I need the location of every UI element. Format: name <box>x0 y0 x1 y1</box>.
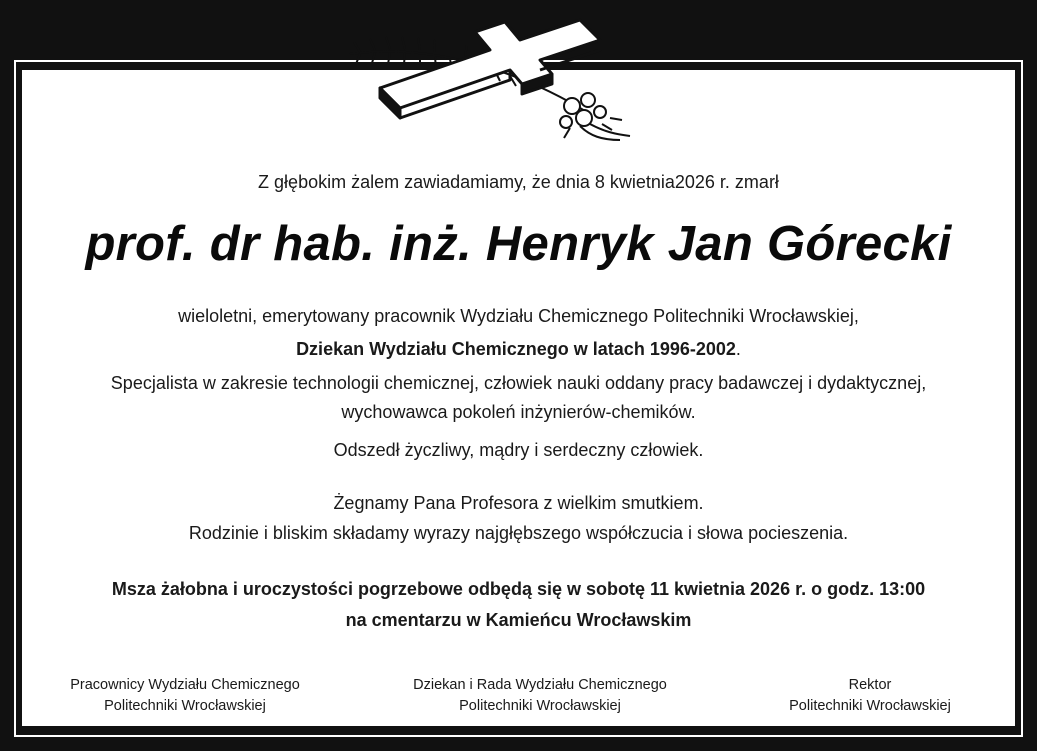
bio-line-2 <box>0 338 1037 360</box>
cross-with-palm-branch-icon <box>340 14 640 144</box>
signature-rector <box>760 675 980 717</box>
farewell-line-2: Rodzinie i bliskim składamy wyrazy najgłębszego współczucia i słowa pocieszenia. <box>188 523 849 543</box>
signature-employees <box>40 675 330 717</box>
bio-line-1: wieloletni, emerytowany pracownik Wydziału Chemicznego Politechniki Wrocławskiej, <box>178 306 859 326</box>
tribute-text: Odszedł życzliwy, mądry i serdeczny człowiek. <box>333 440 704 460</box>
intro-text: Z głębokim żalem zawiadamiamy, że dnia 8 kwietnia2026 r. zmarł <box>258 172 779 192</box>
signature-line-2: Politechniki Wrocławskiej <box>789 698 951 714</box>
dean-role-text: Dziekan Wydziału Chemicznego w latach 1996-2002 <box>296 339 736 359</box>
signature-line-2: Politechniki Wrocławskiej <box>459 698 621 714</box>
deceased-name: prof. dr hab. inż. Henryk Jan Górecki <box>85 217 952 271</box>
signature-line-1: Rektor <box>848 677 892 693</box>
bio-line-4: wychowawca pokoleń inżynierów-chemików. <box>341 402 696 422</box>
funeral-line-1: Msza żałobna i uroczystości pogrzebowe odbędą się w sobotę 11 kwietnia 2026 r. o godz. 13:00 <box>111 579 926 599</box>
signature-line-1: Dziekan i Rada Wydziału Chemicznego <box>413 677 667 693</box>
signature-line-1: Pracownicy Wydziału Chemicznego <box>70 677 300 693</box>
bio-line-3: Specjalista w zakresie technologii chemicznej, człowiek nauki oddany pracy badawczej i dydaktycznej, <box>110 373 927 393</box>
funeral-line-2: na cmentarzu w Kamieńcu Wrocławskim <box>345 610 692 630</box>
dean-role-period: . <box>735 339 741 359</box>
signature-dean-council <box>390 675 690 717</box>
signature-line-2: Politechniki Wrocławskiej <box>104 698 266 714</box>
farewell-line-1: Żegnamy Pana Profesora z wielkim smutkiem. <box>333 493 704 513</box>
